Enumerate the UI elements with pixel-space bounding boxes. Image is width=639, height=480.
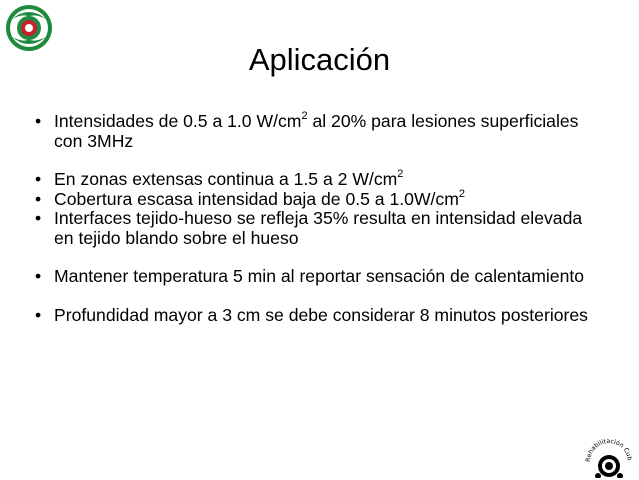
logo-text: Rehabilitación Cub — [584, 437, 633, 463]
superscript: 2 — [458, 187, 466, 200]
bullet-text: En zonas extensas continua a 1.5 a 2 W/cm — [54, 169, 398, 189]
bullet-glyph: • — [35, 111, 42, 131]
bullet-text: Cobertura escasa intensidad baja de 0.5 a 1.0W/cm — [54, 188, 459, 209]
bullet-glyph: • — [35, 169, 42, 189]
bullet-list — [32, 112, 592, 325]
superscript: 2 — [397, 168, 404, 181]
bullet-item — [32, 209, 592, 248]
superscript: 2 — [301, 110, 308, 123]
rehabilitacion-cubana-logo — [584, 432, 634, 478]
bullet-glyph: • — [35, 208, 42, 228]
bullet-glyph: • — [35, 188, 42, 209]
bullet-item — [32, 170, 592, 190]
bullet-text: Interfaces tejido-hueso se refleja 35% resulta en intensidad elevada en tejido blando sobre el hueso — [54, 208, 583, 248]
bullet-item — [32, 306, 592, 326]
bullet-text: Intensidades de 0.5 a 1.0 W/cm — [54, 111, 302, 131]
bullet-glyph: • — [35, 304, 42, 325]
bullet-item — [32, 112, 592, 151]
bullet-text-cont: al 20% para lesiones superficiales con 3MHz — [54, 111, 579, 151]
bullet-item — [32, 267, 592, 287]
bullet-text: Mantener temperatura 5 min al reportar sensación de calentamiento — [54, 266, 585, 286]
slide-title: Aplicación — [248, 42, 391, 77]
bullet-item — [32, 187, 592, 210]
bullet-glyph: • — [35, 266, 42, 286]
bullet-text: Profundidad mayor a 3 cm se debe considerar 8 minutos posteriores — [54, 304, 588, 325]
